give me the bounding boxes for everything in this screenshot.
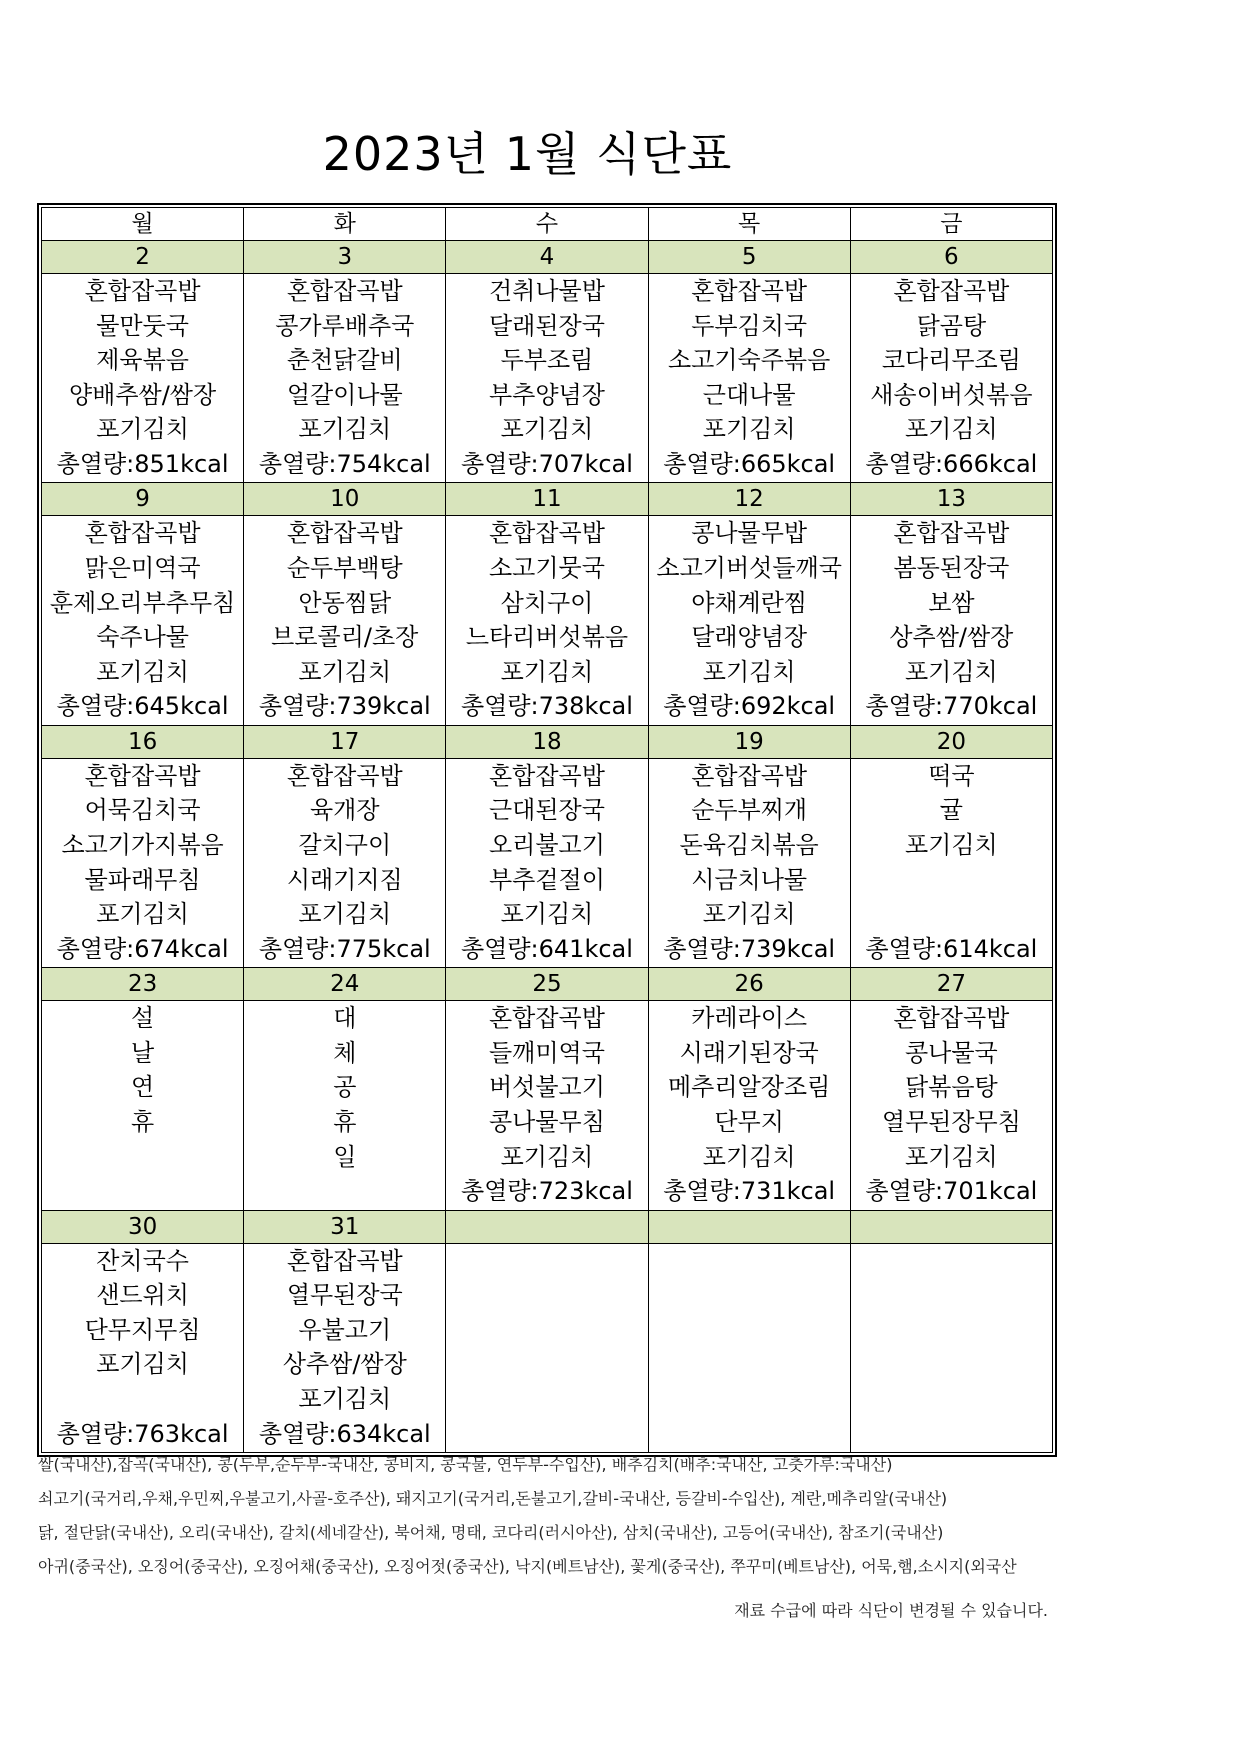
- menu-item: 느타리버섯볶음: [465, 623, 629, 652]
- menu-item: 야채계란찜: [691, 588, 808, 617]
- date-cell: 2: [42, 241, 244, 274]
- date-cell: 6: [850, 241, 1052, 274]
- menu-item: 혼합잡곡밥: [84, 277, 201, 305]
- menu-cell: [42, 1001, 244, 1210]
- menu-item: 귤: [939, 796, 963, 825]
- menu-item: 휴: [333, 1107, 357, 1136]
- menu-grid: [41, 207, 1053, 1453]
- menu-cell: [850, 516, 1052, 725]
- menu-item: 안동찜닭: [298, 588, 392, 617]
- menu-item: 새송이버섯볶음: [870, 380, 1033, 409]
- menu-cell: [244, 1001, 446, 1210]
- menu-item: 연: [131, 1073, 155, 1102]
- menu-item: [851, 863, 1052, 898]
- calorie-total: [244, 1174, 445, 1209]
- menu-item: 공: [333, 1073, 357, 1102]
- calorie-total: 총열량:851kcal: [56, 449, 229, 478]
- menu-item: 포기김치: [702, 657, 796, 686]
- menu-item: [851, 1278, 1052, 1313]
- menu-cell: [42, 274, 244, 483]
- menu-cell: [648, 758, 850, 967]
- menu-item: 숙주나물: [96, 623, 189, 652]
- menu-item: 우불고기: [298, 1315, 392, 1344]
- calorie-total: 총열량:763kcal: [56, 1419, 229, 1448]
- menu-cell: [850, 274, 1052, 483]
- menu-item: 닭볶음탕: [905, 1073, 998, 1102]
- menu-item: 포기김치: [298, 900, 392, 929]
- menu-item: 소고기뭇국: [489, 553, 605, 582]
- menu-item: 삼치구이: [500, 588, 594, 617]
- menu-item: 단무지무침: [84, 1315, 201, 1344]
- calorie-total: 총열량:701kcal: [865, 1177, 1038, 1206]
- change-notice: 재료 수급에 따라 식단이 변경될 수 있습니다.: [734, 1601, 1048, 1620]
- menu-item: 두부김치국: [691, 311, 808, 340]
- weekday-tue: 화: [244, 208, 446, 241]
- menu-cell: [850, 1243, 1052, 1452]
- menu-item: 시래기된장국: [679, 1038, 819, 1067]
- menu-item: 물만둣국: [96, 311, 189, 340]
- menu-item: 보쌈: [928, 588, 975, 617]
- menu-item: 포기김치: [298, 657, 392, 686]
- date-cell: 17: [244, 725, 446, 758]
- menu-item: 근대된장국: [489, 796, 605, 825]
- menu-item: 포기김치: [905, 657, 998, 686]
- date-cell: 31: [244, 1210, 446, 1243]
- menu-item: 두부조림: [500, 346, 594, 375]
- menu-item: 순두부찌개: [691, 796, 808, 825]
- menu-item: 혼합잡곡밥: [893, 519, 1010, 548]
- menu-row: [42, 1243, 1053, 1452]
- menu-item: 포기김치: [702, 1142, 796, 1171]
- menu-item: [42, 1382, 243, 1417]
- calorie-total: 총열량:731kcal: [663, 1177, 836, 1206]
- calorie-total: 총열량:674kcal: [56, 934, 229, 963]
- menu-item: 혼합잡곡밥: [893, 277, 1010, 305]
- menu-item: 훈제오리부추무침: [49, 588, 236, 617]
- menu-item: 콩나물국: [905, 1038, 998, 1067]
- menu-item: 춘천닭갈비: [286, 346, 403, 375]
- menu-item: 포기김치: [500, 415, 594, 444]
- menu-item: 포기김치: [298, 1384, 392, 1413]
- menu-item: 콩나물무밥: [691, 519, 808, 548]
- calorie-total: 총열량:634kcal: [258, 1419, 431, 1448]
- menu-row: [42, 1001, 1053, 1210]
- calorie-total: 총열량:692kcal: [663, 692, 836, 721]
- menu-item: 들깨미역국: [489, 1038, 605, 1067]
- date-cell: 18: [446, 725, 648, 758]
- menu-item: 혼합잡곡밥: [286, 277, 403, 305]
- menu-item: 갈치구이: [298, 830, 392, 859]
- calorie-total: [42, 1174, 243, 1209]
- date-cell: 27: [850, 968, 1052, 1001]
- menu-item: 포기김치: [298, 415, 392, 444]
- menu-cell: [850, 758, 1052, 967]
- date-cell: 13: [850, 483, 1052, 516]
- menu-item: 버섯불고기: [489, 1073, 605, 1102]
- menu-item: 포기김치: [500, 900, 594, 929]
- menu-item: 시래기지짐: [286, 865, 403, 894]
- menu-item: [446, 1382, 647, 1417]
- menu-table: [37, 203, 1057, 1457]
- menu-item: 근대나물: [702, 380, 796, 409]
- weekday-fri: 금: [850, 208, 1052, 241]
- menu-item: 혼합잡곡밥: [691, 761, 808, 790]
- menu-item: 건취나물밥: [489, 277, 605, 305]
- date-cell: 11: [446, 483, 648, 516]
- menu-item: 포기김치: [702, 900, 796, 929]
- menu-item: 혼합잡곡밥: [286, 519, 403, 548]
- menu-cell: [446, 1243, 648, 1452]
- menu-item: 혼합잡곡밥: [489, 1004, 605, 1033]
- calorie-total: 총열량:738kcal: [461, 692, 633, 721]
- menu-item: 콩가루배추국: [275, 311, 415, 340]
- menu-item: 혼합잡곡밥: [84, 519, 201, 548]
- menu-item: 단무지: [714, 1107, 784, 1136]
- menu-cell: [446, 274, 648, 483]
- date-cell: 19: [648, 725, 850, 758]
- date-cell: 25: [446, 968, 648, 1001]
- menu-item: 브로콜리/초장: [271, 623, 419, 652]
- menu-item: [851, 897, 1052, 932]
- menu-item: 열무된장국: [286, 1281, 403, 1310]
- date-cell: 5: [648, 241, 850, 274]
- menu-cell: [446, 1001, 648, 1210]
- date-row: [42, 968, 1053, 1001]
- weekday-wed: 수: [446, 208, 648, 241]
- menu-item: [446, 1244, 647, 1279]
- menu-item: 코다리무조림: [881, 346, 1021, 375]
- date-cell: 16: [42, 725, 244, 758]
- menu-item: 콩나물무침: [489, 1107, 605, 1136]
- calorie-total: 총열량:739kcal: [663, 934, 836, 963]
- menu-item: 맑은미역국: [84, 553, 201, 582]
- date-cell: 4: [446, 241, 648, 274]
- menu-item: [649, 1382, 850, 1417]
- menu-item: 봄동된장국: [893, 553, 1010, 582]
- menu-item: 포기김치: [905, 830, 998, 859]
- weekday-mon: 월: [42, 208, 244, 241]
- date-cell: [850, 1210, 1052, 1243]
- menu-item: 포기김치: [96, 1350, 189, 1379]
- date-cell: 30: [42, 1210, 244, 1243]
- menu-item: [851, 1347, 1052, 1382]
- date-cell: 24: [244, 968, 446, 1001]
- menu-item: 얼갈이나물: [286, 380, 403, 409]
- date-cell: 26: [648, 968, 850, 1001]
- calorie-total: 총열량:707kcal: [461, 449, 633, 478]
- menu-item: 떡국: [928, 761, 975, 790]
- calorie-total: 총열량:754kcal: [258, 449, 431, 478]
- menu-item: 혼합잡곡밥: [489, 519, 605, 548]
- calorie-total: [446, 1417, 647, 1452]
- menu-item: 부추겉절이: [489, 865, 605, 894]
- menu-item: 오리불고기: [489, 830, 605, 859]
- menu-item: 혼합잡곡밥: [286, 761, 403, 790]
- date-row: [42, 725, 1053, 758]
- menu-cell: [42, 516, 244, 725]
- menu-cell: [244, 758, 446, 967]
- date-cell: 20: [850, 725, 1052, 758]
- menu-item: 포기김치: [905, 415, 998, 444]
- date-cell: 3: [244, 241, 446, 274]
- menu-item: 상추쌈/쌈장: [889, 623, 1014, 652]
- menu-item: 달래양념장: [691, 623, 808, 652]
- origin-note-line: 아귀(중국산), 오징어(중국산), 오징어채(중국산), 오징어젓(중국산), 낙지(베트남산), 꽃게(중국산), 쭈꾸미(베트남산), 어묵,햄,소시지(외국산: [38, 1557, 1017, 1576]
- menu-cell: [648, 1243, 850, 1452]
- weekday-thu: 목: [648, 208, 850, 241]
- menu-item: 소고기가지볶음: [61, 830, 224, 859]
- menu-item: 포기김치: [702, 415, 796, 444]
- menu-item: [851, 1313, 1052, 1348]
- menu-item: 혼합잡곡밥: [893, 1004, 1010, 1033]
- menu-row: [42, 274, 1053, 483]
- menu-item: [649, 1244, 850, 1279]
- menu-item: [649, 1347, 850, 1382]
- menu-cell: [648, 1001, 850, 1210]
- menu-item: [446, 1347, 647, 1382]
- menu-item: [42, 1140, 243, 1175]
- menu-item: 닭곰탕: [916, 311, 987, 340]
- calorie-total: [851, 1417, 1052, 1452]
- menu-item: 설: [131, 1004, 155, 1033]
- calorie-total: 총열량:665kcal: [663, 449, 836, 478]
- date-row: [42, 1210, 1053, 1243]
- menu-cell: [244, 274, 446, 483]
- menu-item: 부추양념장: [489, 380, 605, 409]
- date-cell: [446, 1210, 648, 1243]
- date-row: [42, 483, 1053, 516]
- weekday-header-row: [42, 208, 1053, 241]
- menu-item: 물파래무침: [84, 865, 201, 894]
- menu-cell: [648, 516, 850, 725]
- date-cell: 10: [244, 483, 446, 516]
- menu-cell: [244, 1243, 446, 1452]
- menu-item: 양배추쌈/쌈장: [68, 380, 217, 409]
- menu-item: 일: [333, 1142, 357, 1171]
- menu-item: 포기김치: [96, 415, 189, 444]
- menu-cell: [42, 758, 244, 967]
- menu-item: 잔치국수: [96, 1246, 189, 1275]
- menu-item: 육개장: [310, 796, 380, 825]
- menu-item: 혼합잡곡밥: [489, 761, 605, 790]
- menu-item: 혼합잡곡밥: [691, 277, 808, 305]
- menu-item: 체: [333, 1038, 357, 1067]
- menu-item: [649, 1278, 850, 1313]
- calorie-total: 총열량:775kcal: [258, 934, 431, 963]
- date-cell: [648, 1210, 850, 1243]
- menu-item: [446, 1313, 647, 1348]
- menu-item: 혼합잡곡밥: [286, 1246, 403, 1275]
- menu-item: 소고기버섯들깨국: [656, 553, 842, 582]
- menu-item: 포기김치: [96, 657, 189, 686]
- menu-cell: [244, 516, 446, 725]
- menu-cell: [446, 516, 648, 725]
- calorie-total: 총열량:641kcal: [461, 934, 633, 963]
- menu-item: [851, 1382, 1052, 1417]
- menu-item: 메추리알장조림: [668, 1073, 831, 1102]
- origin-note-line: 쇠고기(국거리,우채,우민찌,우불고기,사골-호주산), 돼지고기(국거리,돈불고기,갈비-국내산, 등갈비-수입산), 계란,메추리알(국내산): [38, 1489, 948, 1508]
- date-cell: 9: [42, 483, 244, 516]
- menu-item: 휴: [131, 1107, 155, 1136]
- menu-item: 순두부백탕: [286, 553, 403, 582]
- menu-item: 달래된장국: [489, 311, 605, 340]
- menu-item: [851, 1244, 1052, 1279]
- menu-row: [42, 758, 1053, 967]
- calorie-total: 총열량:723kcal: [461, 1177, 633, 1206]
- menu-item: 열무된장무침: [881, 1107, 1021, 1136]
- menu-item: 대: [333, 1004, 357, 1033]
- date-row: [42, 241, 1053, 274]
- menu-item: 제육볶음: [96, 346, 189, 375]
- menu-item: 포기김치: [905, 1142, 998, 1171]
- calorie-total: 총열량:770kcal: [865, 692, 1038, 721]
- menu-item: 샌드위치: [96, 1281, 189, 1310]
- calorie-total: [649, 1417, 850, 1452]
- origin-note-line: 닭, 절단닭(국내산), 오리(국내산), 갈치(세네갈산), 북어채, 명태, 코다리(러시아산), 삼치(국내산), 고등어(국내산), 참조기(국내산): [38, 1523, 944, 1542]
- calorie-total: 총열량:666kcal: [865, 449, 1038, 478]
- menu-item: 어묵김치국: [84, 796, 201, 825]
- menu-item: 상추쌈/쌈장: [282, 1350, 407, 1379]
- date-cell: 23: [42, 968, 244, 1001]
- menu-cell: [42, 1243, 244, 1452]
- menu-item: [649, 1313, 850, 1348]
- origin-note-line: 쌀(국내산),잡곡(국내산), 콩(두부,순두부-국내산, 콩비지, 콩국물, 연두부-수입산), 배추김치(배추:국내산, 고춧가루:국내산): [38, 1455, 893, 1474]
- menu-item: 소고기숙주볶음: [668, 346, 831, 375]
- menu-item: 돈육김치볶음: [679, 830, 819, 859]
- menu-cell: [446, 758, 648, 967]
- menu-row: [42, 516, 1053, 725]
- date-cell: 12: [648, 483, 850, 516]
- menu-item: 시금치나물: [691, 865, 808, 894]
- menu-item: 날: [131, 1038, 155, 1067]
- page-title: 2023년 1월 식단표: [322, 127, 733, 181]
- menu-item: 혼합잡곡밥: [84, 761, 201, 790]
- calorie-total: 총열량:645kcal: [56, 692, 229, 721]
- menu-item: 포기김치: [96, 900, 189, 929]
- calorie-total: 총열량:614kcal: [865, 934, 1038, 963]
- menu-item: [446, 1278, 647, 1313]
- menu-item: 포기김치: [500, 1142, 594, 1171]
- calorie-total: 총열량:739kcal: [258, 692, 431, 721]
- menu-item: 카레라이스: [691, 1004, 808, 1033]
- menu-cell: [648, 274, 850, 483]
- menu-cell: [850, 1001, 1052, 1210]
- menu-item: 포기김치: [500, 657, 594, 686]
